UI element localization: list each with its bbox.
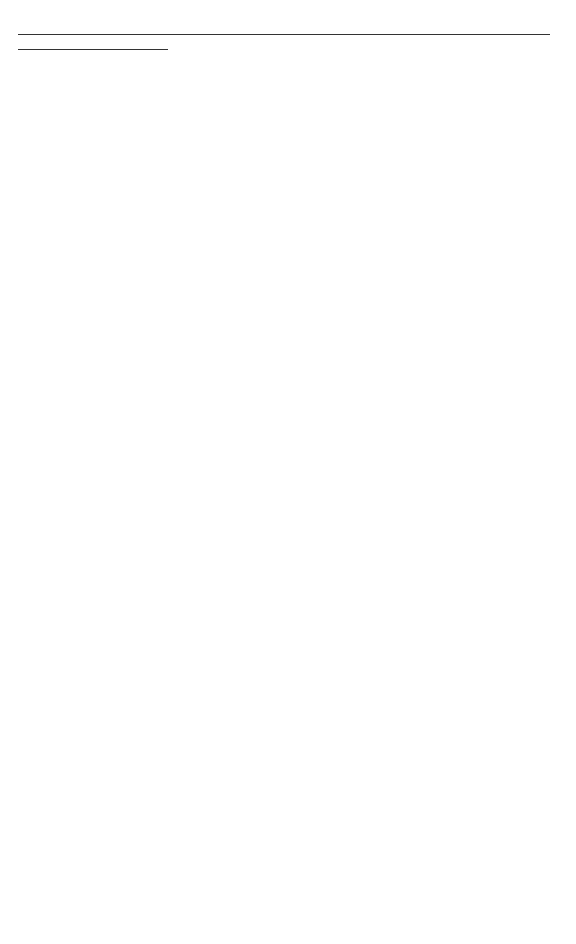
running-head [18,8,550,35]
footnote-separator [18,49,168,50]
